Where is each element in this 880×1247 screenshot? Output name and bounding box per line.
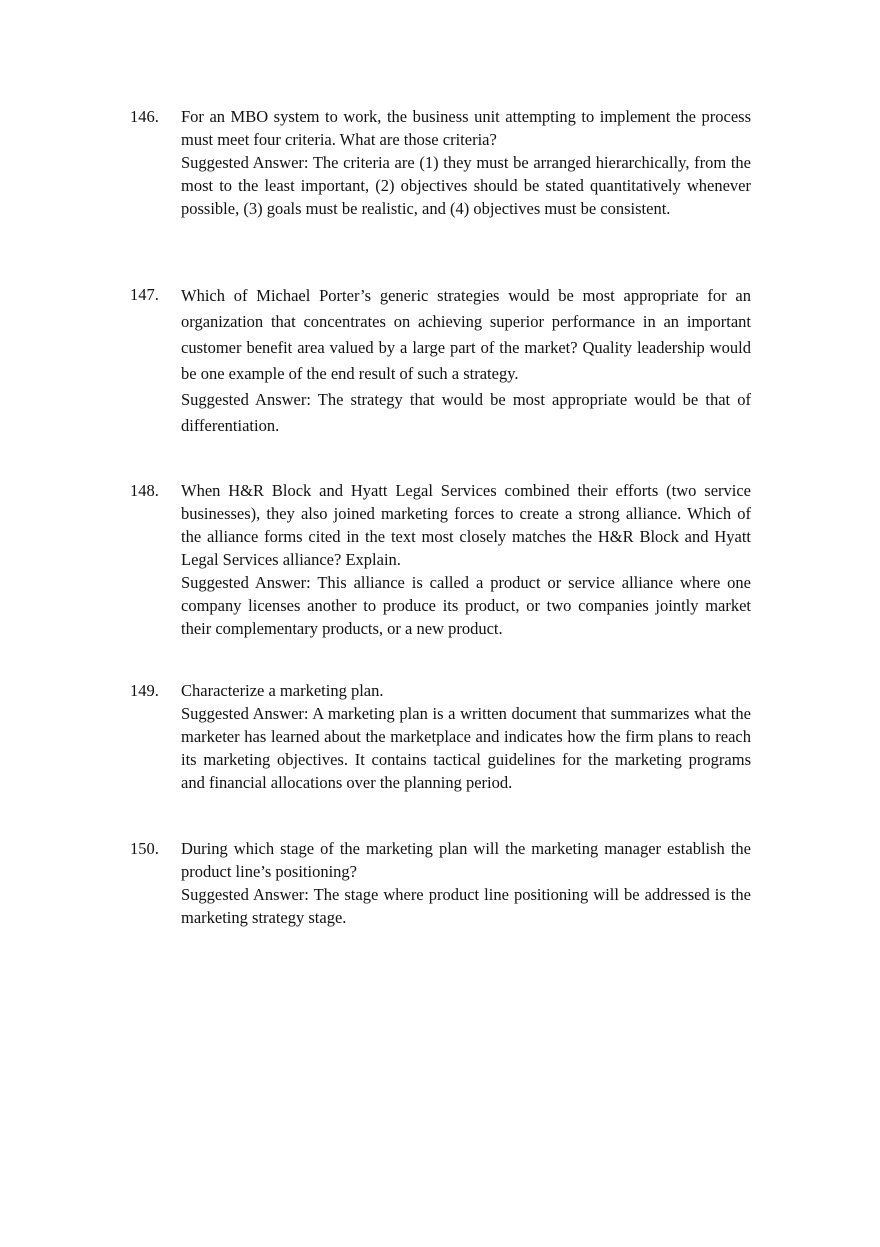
suggested-answer: Suggested Answer: The criteria are (1) they must be arranged hierarchically, from the most to the least important, (2) objectives should be stated quantitatively whenever possible, (3) goals must be realistic, and (4) objectives must be consistent. [181, 153, 751, 218]
question-text: During which stage of the marketing plan will the marketing manager establish the product line’s positioning? [181, 839, 751, 881]
question-body [181, 479, 751, 640]
question-body [181, 283, 751, 439]
question-text: Which of Michael Porter’s generic strategies would be most appropriate for an organization that concentrates on achieving superior performance in an important customer benefit area valued by a large part of the market? Quality leadership would be one example of the end result of such a strategy. [181, 286, 751, 383]
question-number: 147. [130, 285, 159, 304]
question-number: 150. [130, 839, 159, 858]
question-text: Characterize a marketing plan. [181, 681, 384, 700]
question-number: 146. [130, 107, 159, 126]
question-text: For an MBO system to work, the business unit attempting to implement the process must meet four criteria. What are those criteria? [181, 107, 751, 149]
suggested-answer: Suggested Answer: A marketing plan is a written document that summarizes what the marketer has learned about the marketplace and indicates how the firm plans to reach its marketing objectives. It contains tactical guidelines for the marketing programs and financial allocations over the planning period. [181, 704, 751, 792]
question-number: 148. [130, 481, 159, 500]
question-body [181, 105, 751, 220]
question-text: When H&R Block and Hyatt Legal Services combined their efforts (two service businesses), they also joined marketing forces to create a strong alliance. Which of the alliance forms cited in the text most closely matches the H&R Block and Hyatt Legal Services alliance? Explain. [181, 481, 751, 569]
suggested-answer: Suggested Answer: The stage where product line positioning will be addressed is the marketing strategy stage. [181, 885, 751, 927]
question-number: 149. [130, 681, 159, 700]
suggested-answer: Suggested Answer: The strategy that would be most appropriate would be that of differentiation. [181, 390, 751, 435]
suggested-answer: Suggested Answer: This alliance is called a product or service alliance where one company licenses another to produce its product, or two companies jointly market their complementary products, or a new product. [181, 573, 751, 638]
question-body [181, 679, 751, 794]
question-body [181, 837, 751, 929]
